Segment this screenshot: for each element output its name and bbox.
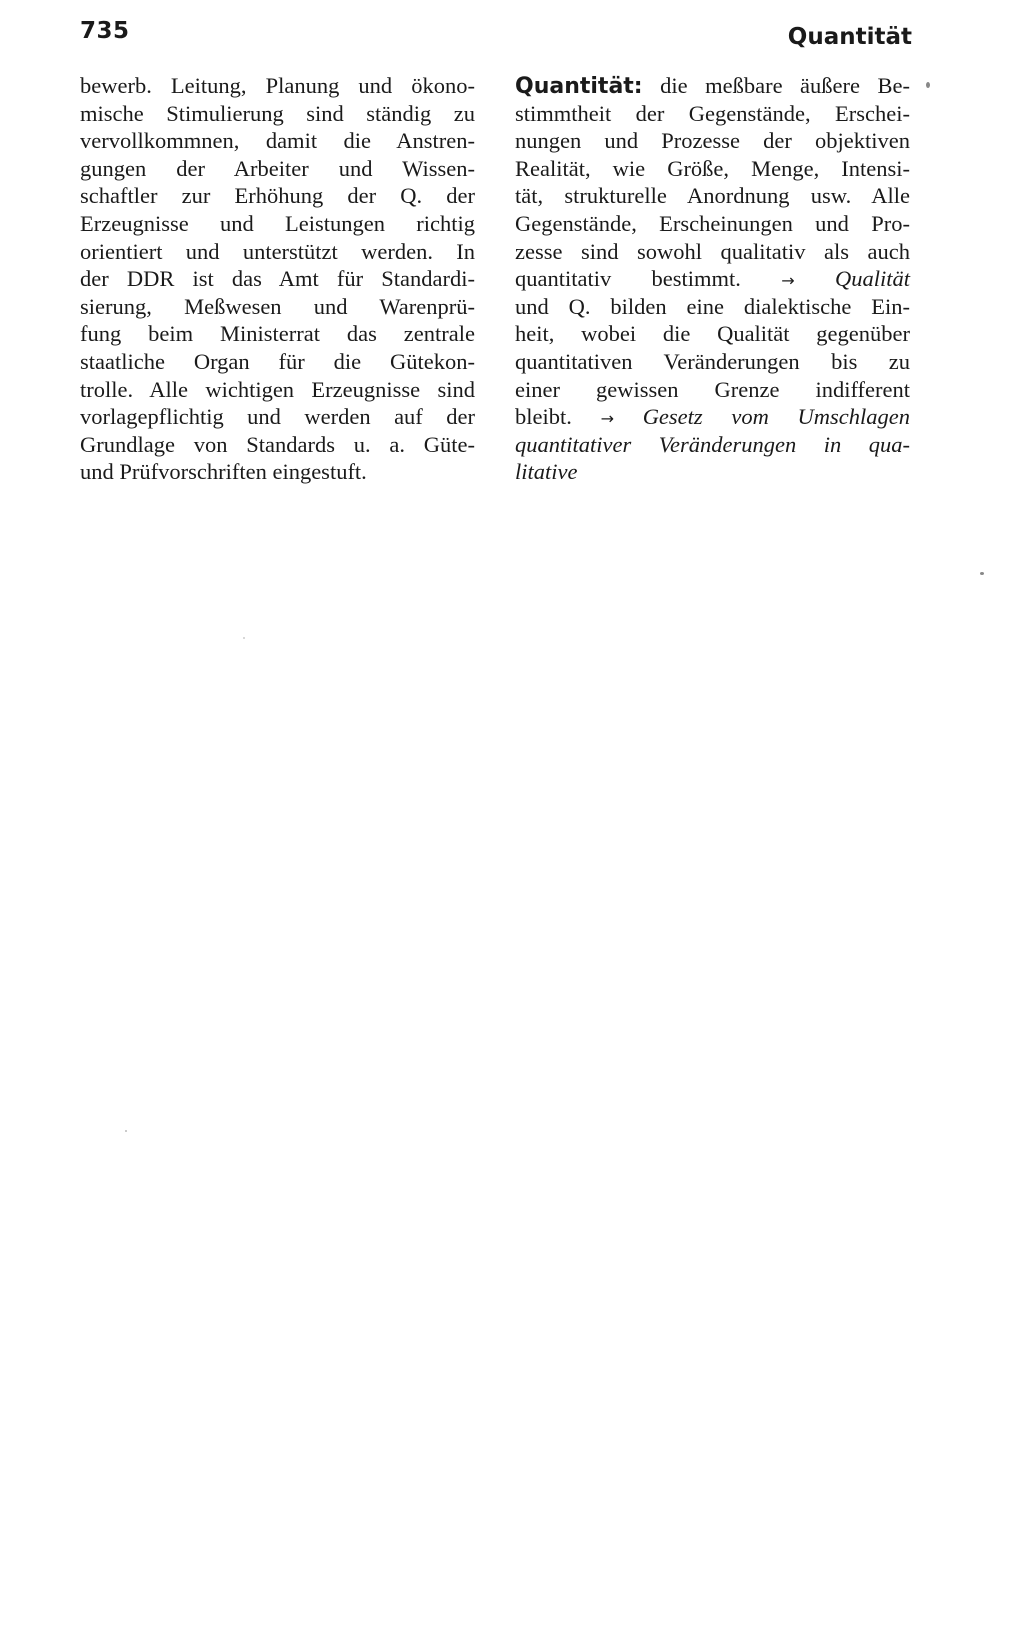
- text-line: mische Stimulierung sind ständig zu: [80, 100, 475, 126]
- cross-reference: Gesetz vom Umschlagen: [642, 404, 911, 430]
- right-column: [515, 72, 910, 486]
- scan-speck: [980, 572, 984, 575]
- text-line: Grundlage von Standards u. a. Güte-: [80, 431, 475, 457]
- left-column: [80, 72, 475, 486]
- text-line: staatliche Organ für die Gütekon-: [80, 348, 475, 374]
- cross-reference-line: [515, 403, 910, 431]
- text-line: gungen der Arbeiter und Wissen-: [80, 155, 475, 181]
- definition-start: die meßbare äußere Be-: [642, 73, 910, 98]
- text-line: fung beim Ministerrat das zentrale: [80, 321, 475, 347]
- cross-reference-continued: quantitativer Veränderungen in qua-: [515, 431, 910, 457]
- text-line: Gegenstände, Erscheinungen und Pro-: [515, 210, 910, 236]
- text-line: nungen und Prozesse der objektiven: [515, 128, 910, 154]
- text-line: heit, wobei die Qualität gegenüber: [515, 321, 910, 347]
- text-line: und Q. bilden eine dialektische Ein-: [515, 293, 910, 319]
- text-line: der DDR ist das Amt für Standardi-: [80, 266, 475, 292]
- cross-reference-line: [515, 265, 910, 293]
- headword: Quantität:: [515, 74, 643, 99]
- text-line: quantitativen Veränderungen bis zu: [515, 348, 910, 374]
- scan-speck: [926, 82, 930, 88]
- text-line: sierung, Meßwesen und Warenprü-: [80, 293, 475, 319]
- text-line: trolle. Alle wichtigen Erzeugnisse sind: [80, 376, 475, 402]
- text-line: tät, strukturelle Anordnung usw. Alle: [515, 183, 910, 209]
- text-line: stimmtheit der Gegenstände, Erschei-: [515, 100, 910, 126]
- text-line: Realität, wie Größe, Menge, Intensi-: [515, 155, 910, 181]
- text-segment: bleibt.: [515, 404, 572, 430]
- text-line: zesse sind sowohl qualitativ als auch: [515, 238, 910, 264]
- text-line: Erzeugnisse und Leistungen richtig: [80, 210, 475, 236]
- scan-speck: [243, 637, 245, 639]
- cross-reference-continued: litative: [515, 459, 578, 485]
- page-number: 735: [80, 18, 130, 44]
- text-line: vervollkommnen, damit die Anstren-: [80, 128, 475, 154]
- scan-speck: [125, 1130, 127, 1132]
- text-line: schaftler zur Erhöhung der Q. der: [80, 183, 475, 209]
- text-line: einer gewissen Grenze indifferent: [515, 376, 910, 402]
- text-segment: quantitativ bestimmt.: [515, 266, 741, 292]
- arrow-icon: →: [600, 409, 614, 429]
- text-line: orientiert und unterstützt werden. In: [80, 238, 475, 264]
- text-line: vorlagepflichtig und werden auf der: [80, 404, 475, 430]
- entry-first-line: [515, 72, 910, 100]
- text-line: und Prüfvorschriften eingestuft.: [80, 459, 367, 485]
- cross-reference: Qualität: [835, 266, 911, 292]
- arrow-icon: →: [781, 271, 795, 291]
- running-head: Quantität: [787, 24, 912, 50]
- text-line: bewerb. Leitung, Planung und ökono-: [80, 73, 475, 98]
